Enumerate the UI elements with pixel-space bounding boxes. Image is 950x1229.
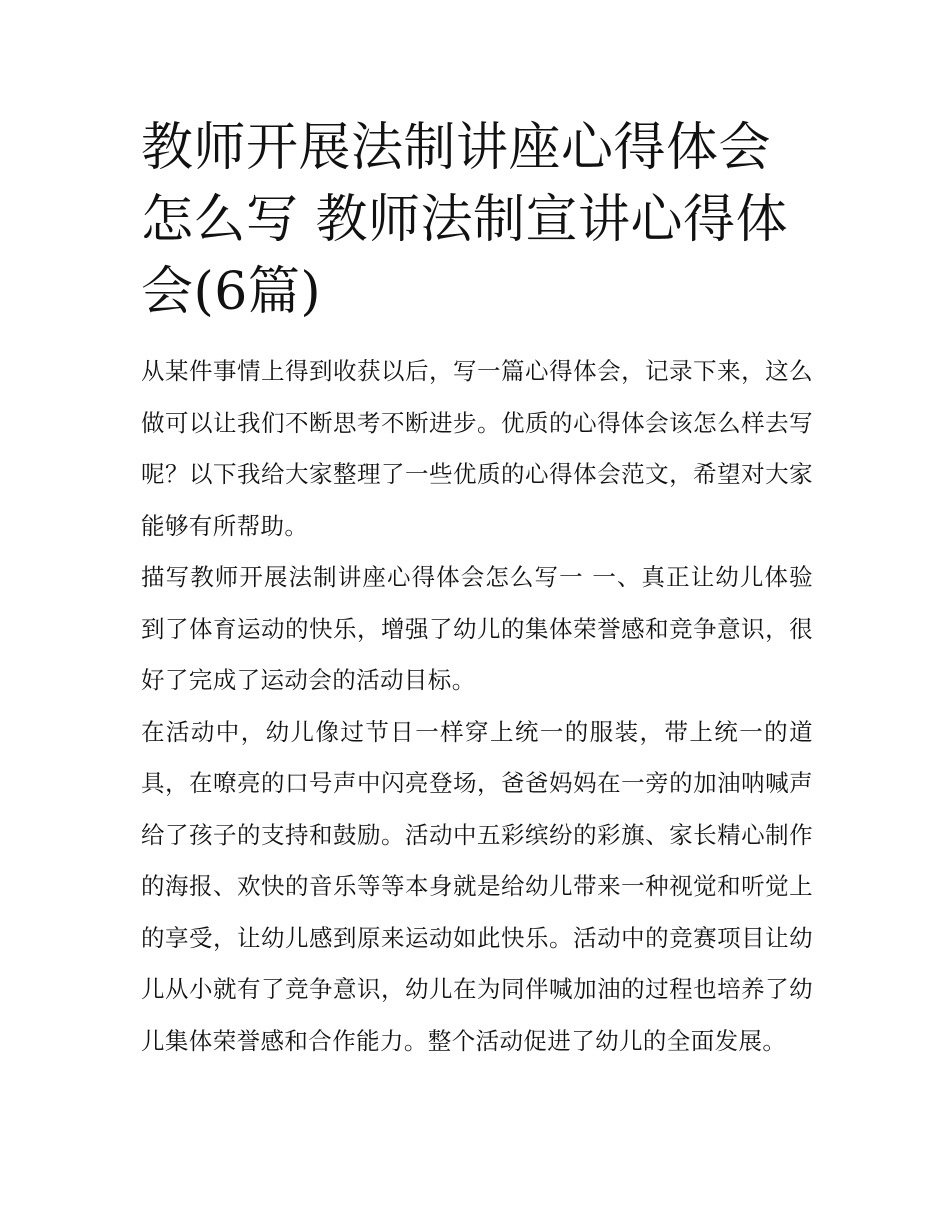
- intro-paragraph: 从某件事情上得到收获以后，写一篇心得体会，记录下来，这么做可以让我们不断思考不断进步。优质的心得体会该怎么样去写呢？以下我给大家整理了一些优质的心得体会范文，希望对大家能够有所帮助。: [141, 357, 813, 540]
- document-title: 教师开展法制讲座心得体会怎么写 教师法制宣讲心得体会(6篇): [141, 118, 789, 322]
- section-one-paragraph: 描写教师开展法制讲座心得体会怎么写一 一、真正让幼儿体验到了体育运动的快乐，增强了幼儿的集体荣誉感和竞争意识，很好了完成了运动会的活动目标。: [141, 563, 813, 694]
- activity-paragraph: 在活动中，幼儿像过节日一样穿上统一的服装，带上统一的道具，在嘹亮的口号声中闪亮登场，爸爸妈妈在一旁的加油呐喊声给了孩子的支持和鼓励。活动中五彩缤纷的彩旗、家长精心制作的海报、欢快的音乐等等本身就是给幼儿带来一种视觉和听觉上的享受，让幼儿感到原来运动如此快乐。活动中的竞赛项目让幼儿从小就有了竞争意识，幼儿在为同伴喊加油的过程也培养了幼儿集体荣誉感和合作能力。整个活动促进了幼儿的全面发展。: [141, 717, 813, 1055]
- document-page: [141, 112, 813, 1067]
- document-body: [141, 346, 813, 1067]
